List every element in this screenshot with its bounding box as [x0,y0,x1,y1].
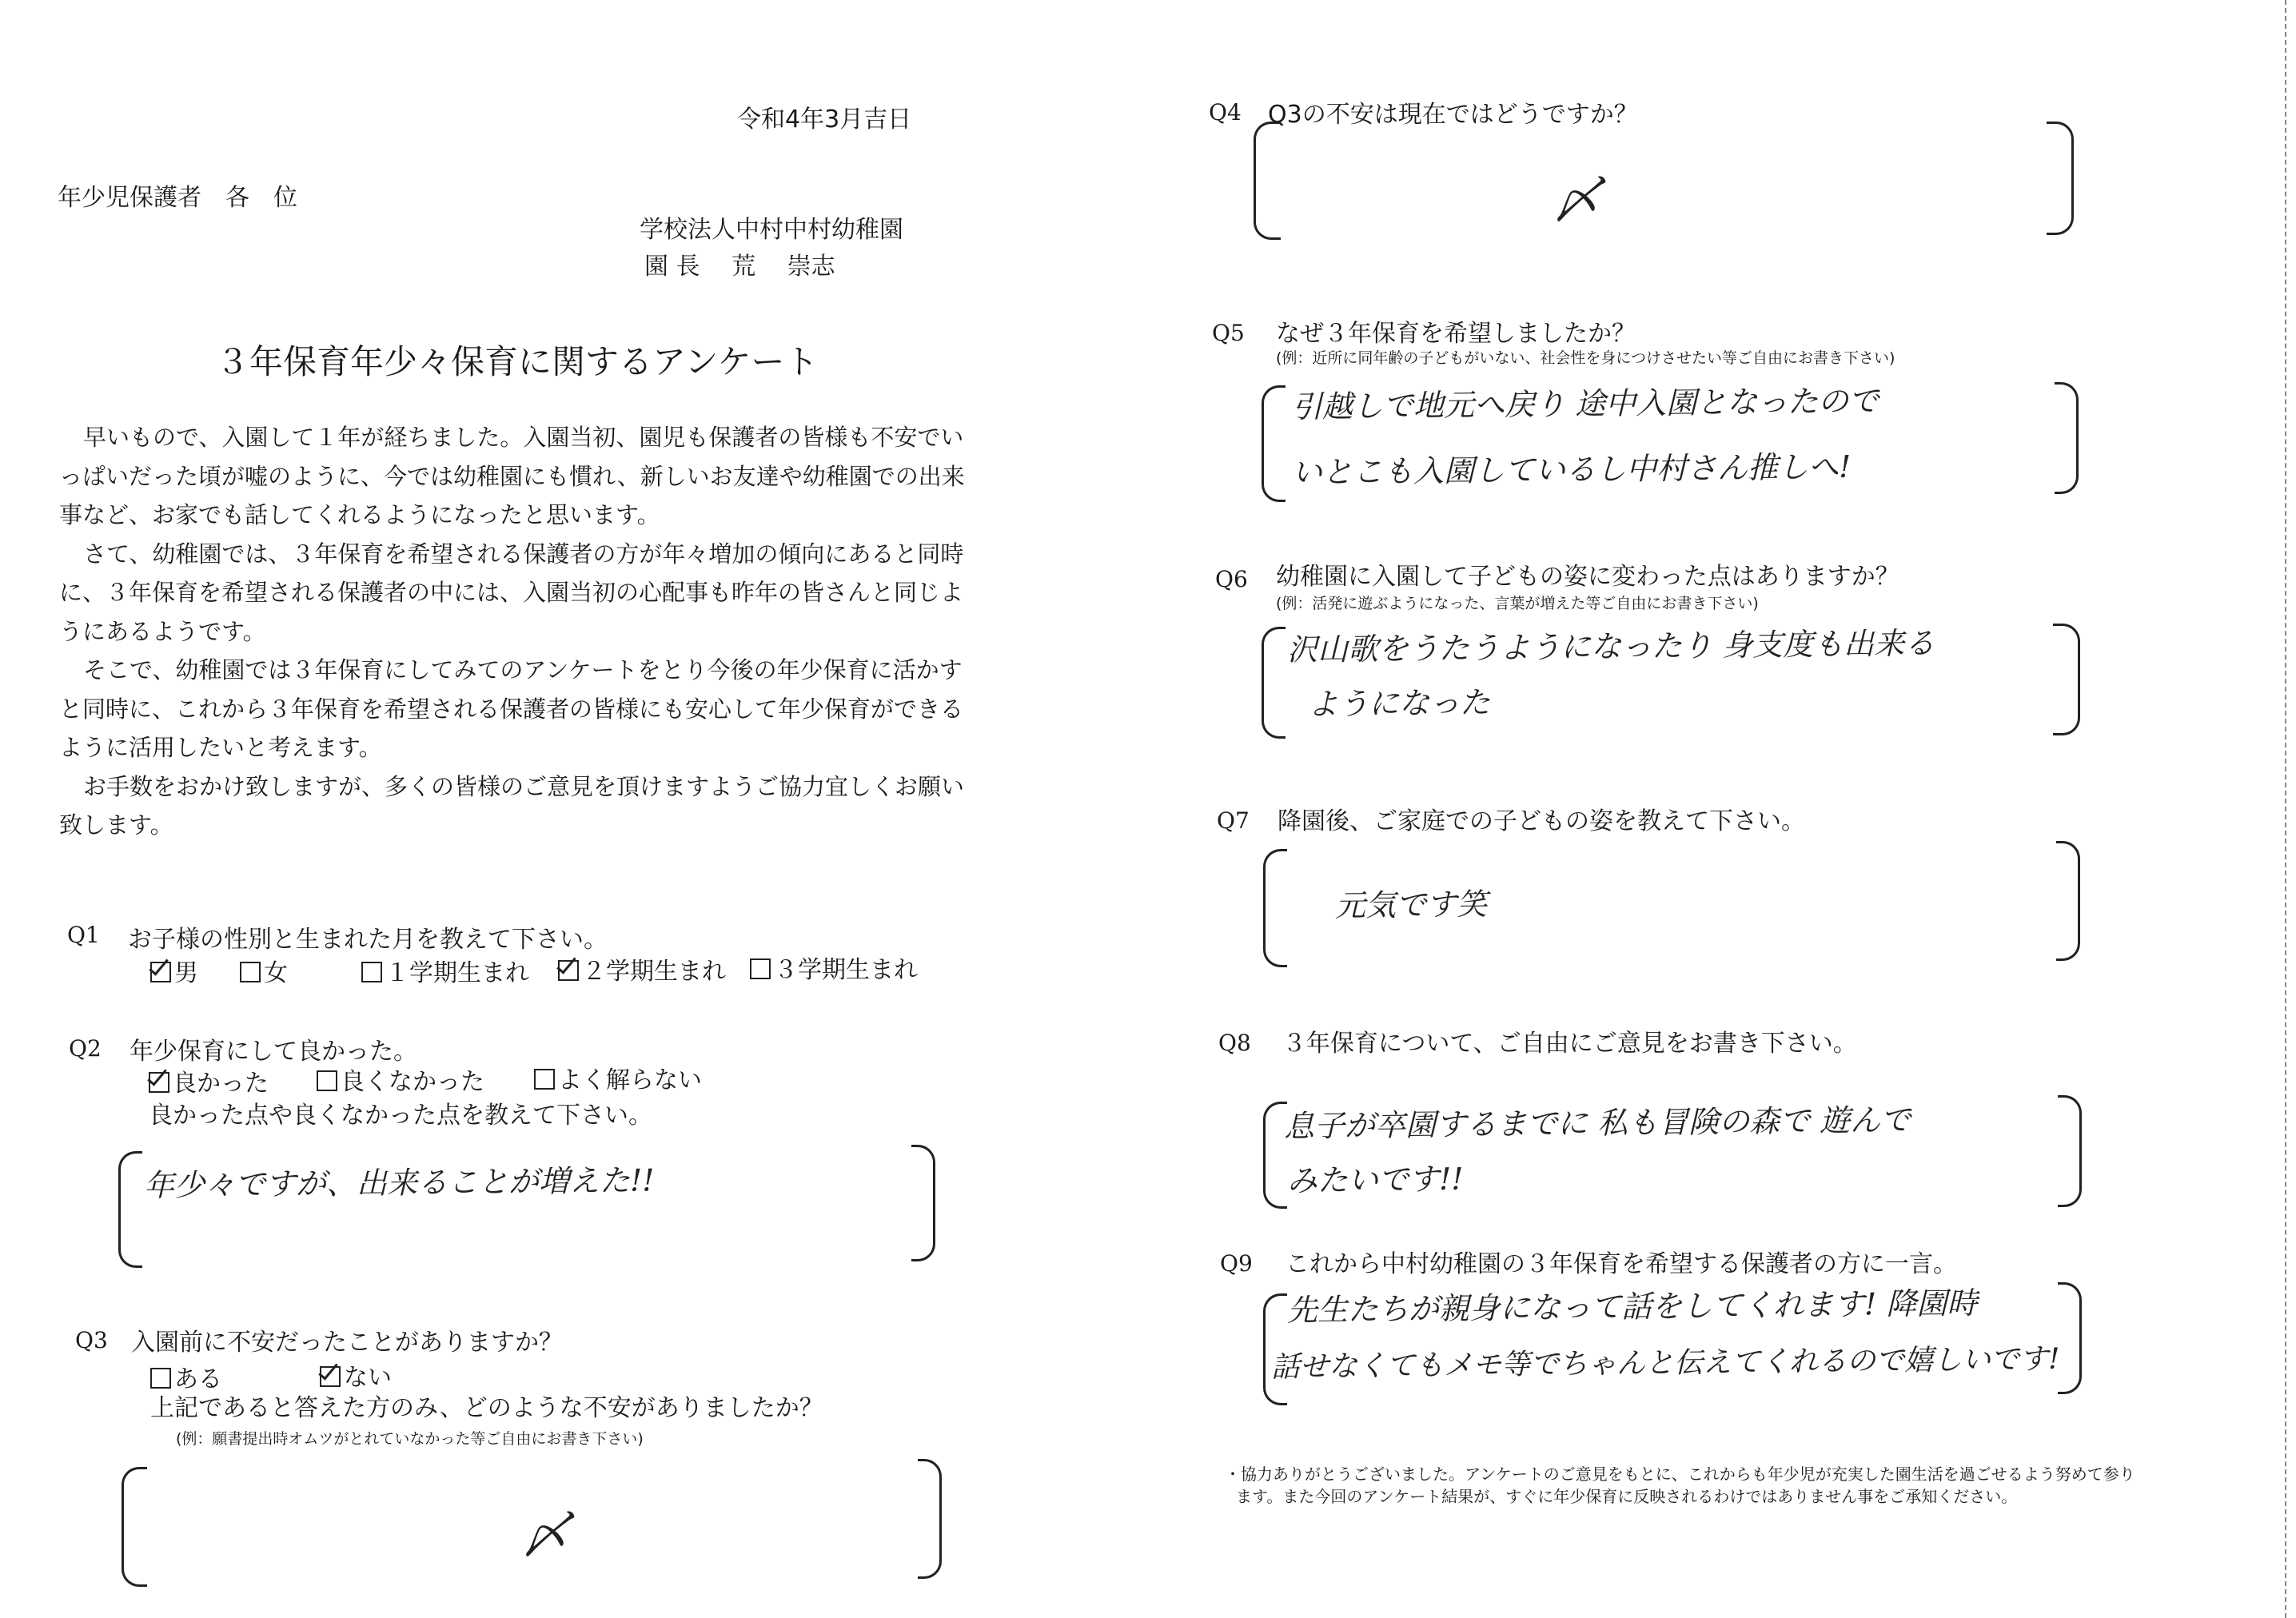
answer-bracket-right [918,1459,942,1579]
q3-example: (例：願書提出時オムツがとれていなかった等ご自由にお書き下さい) [176,1430,644,1448]
q1-option-term1[interactable]: １学期生まれ [361,953,529,988]
answer-bracket-left [118,1151,142,1268]
answer-bracket-right [2056,841,2080,961]
answer-bracket-left [1263,849,1287,967]
footer-note-line1: ・協力ありがとうございました。アンケートのご意見をもとに、これからも年少児が充実した園生活を過ごせるよう努めて参り [1225,1465,2135,1484]
scan-edge [2285,0,2290,1618]
q2-option-good[interactable]: 良かった [149,1063,269,1098]
checkbox-checked-icon[interactable] [150,962,171,982]
q3-number: Q3 [75,1327,108,1353]
q4-answer[interactable]: 〆 [1550,171,1603,231]
answer-bracket-right [2053,624,2080,735]
answer-bracket-left [1262,627,1286,739]
q5-number: Q5 [1212,320,1245,346]
checkbox-checked-icon[interactable] [558,960,579,981]
q9-number: Q9 [1220,1250,1253,1277]
q8-question: ３年保育について、ご自由にご意見をお書き下さい。 [1282,1030,1857,1058]
q5-example: (例：近所に同年齢の子どもがいない、社会性を身につけさせたい等ご自由にお書き下さい) [1276,349,1895,367]
q6-answer-line1[interactable]: 沢山歌をうたうようになったり 身支度も出来る [1286,625,1935,668]
q3-option-yes[interactable]: ある [150,1359,222,1394]
checkbox-icon[interactable] [150,1368,171,1389]
answer-bracket-right [2055,382,2079,494]
q7-number: Q7 [1217,807,1250,834]
intro-paragraph: 早いもので、入園して１年が経ちました。入園当初、園児も保護者の皆様も不安でいっぱいだった頃が嘘のように、今では幼稚園にも慣れ、新しいお友達や幼稚園での出来事など、お家でも話してくれるようになったと思います。 [59,424,965,528]
q2-number: Q2 [69,1035,102,1062]
principal-name: 園 長 荒 崇志 [644,253,835,281]
q8-number: Q8 [1218,1030,1251,1056]
q1-number: Q1 [67,922,100,948]
school-name: 学校法人中村中村幼稚園 [640,216,903,244]
q4-number: Q4 [1209,99,1242,126]
q1-option-male[interactable]: 男 [150,953,198,988]
q6-question: 幼稚園に入園して子どもの姿に変わった点はありますか？ [1276,563,1899,591]
answer-bracket-left [122,1467,147,1587]
q3-option-no[interactable]: ない [320,1357,392,1393]
q1-option-term2[interactable]: ２学期生まれ [558,951,726,986]
checkbox-icon[interactable] [750,958,771,979]
checkbox-icon[interactable] [317,1070,337,1091]
checkbox-icon[interactable] [534,1069,555,1090]
answer-bracket-right [2058,1282,2082,1394]
q3-answer[interactable]: 〆 [519,1506,572,1566]
q6-number: Q6 [1215,566,1248,592]
q6-answer-line2[interactable]: ようになった [1307,684,1491,722]
q5-answer-line2[interactable]: いとこも入園しているし中村さん推しへ! [1291,448,1852,490]
q3-subquestion: 上記であると答えた方のみ、どのような不安がありましたか？ [150,1394,823,1422]
q5-question: なぜ３年保育を希望しましたか？ [1276,320,1636,348]
intro-paragraph: さて、幼稚園では、３年保育を希望される保護者の方が年々増加の傾向にあると同時に、３年保育を希望される保護者の中には、入園当初の心配事も昨年の皆さんと同じようにあるようです。 [59,540,964,645]
addressee: 年少児保護者 各 位 [58,184,297,212]
page-title: ３年保育年少々保育に関するアンケート [216,342,819,381]
checkbox-checked-icon[interactable] [149,1072,169,1093]
q1-option-term3[interactable]: ３学期生まれ [750,950,918,985]
q2-question: 年少保育にして良かった。 [130,1038,417,1066]
q8-answer-line1[interactable]: 息子が卒園するまでに 私も冒険の森で 遊んで [1283,1102,1911,1144]
checkbox-icon[interactable] [240,962,261,982]
q3-question: 入園前に不安だったことがありますか？ [131,1329,563,1357]
q2-subquestion: 良かった点や良くなかった点を教えて下さい。 [149,1102,652,1130]
intro-text [59,418,979,845]
issue-date: 令和4年3月吉日 [737,106,912,134]
intro-paragraph: そこで、幼稚園では３年保育にしてみてのアンケートをとり今後の年少保育に活かすと同時に、これから３年保育を希望される保護者の皆様にも安心して年少保育ができるように活用したいと考えます。 [59,656,964,761]
answer-bracket-right [2047,122,2074,235]
answer-bracket-right [911,1145,935,1261]
q2-option-unsure[interactable]: よく解らない [534,1060,702,1095]
q6-example: (例：活発に遊ぶようになった、言葉が増えた等ご自由にお書き下さい) [1276,595,1759,612]
q1-question: お子様の性別と生まれた月を教えて下さい。 [128,926,608,954]
q4-question: Q3の不安は現在ではどうですか？ [1268,101,1638,129]
intro-paragraph: お手数をおかけ致しますが、多くの皆様のご意見を頂けますようご協力宜しくお願い致します。 [59,772,965,839]
q9-question: これから中村幼稚園の３年保育を希望する保護者の方に一言。 [1286,1250,1957,1278]
checkbox-checked-icon[interactable] [320,1366,341,1387]
checkbox-icon[interactable] [361,962,382,982]
footer-note-line2: ます。また今回のアンケート結果が、すぐに年少保育に反映されるわけではありません事をご承知ください。 [1236,1487,2018,1506]
q7-question: 降園後、ご家庭での子どもの姿を教えて下さい。 [1278,807,1805,835]
q9-answer-line2[interactable]: 話せなくてもメモ等でちゃんと伝えてくれるので嬉しいです! [1270,1342,2060,1384]
answer-bracket-left [1254,122,1281,240]
answer-bracket-right [2058,1095,2082,1207]
q1-option-female[interactable]: 女 [240,953,288,988]
q2-option-bad[interactable]: 良くなかった [317,1062,484,1097]
q2-answer[interactable]: 年少々ですが、出来ることが増えた!! [143,1162,655,1203]
q7-answer[interactable]: 元気です笑 [1334,887,1488,923]
answer-bracket-left [1262,385,1286,502]
q5-answer-line1[interactable]: 引越しで地元へ戻り 途中入園となったので [1291,383,1879,424]
q9-answer-line1[interactable]: 先生たちが親身になって話をしてくれます! 降園時 [1286,1285,1978,1328]
q8-answer-line2[interactable]: みたいです!! [1286,1161,1464,1198]
